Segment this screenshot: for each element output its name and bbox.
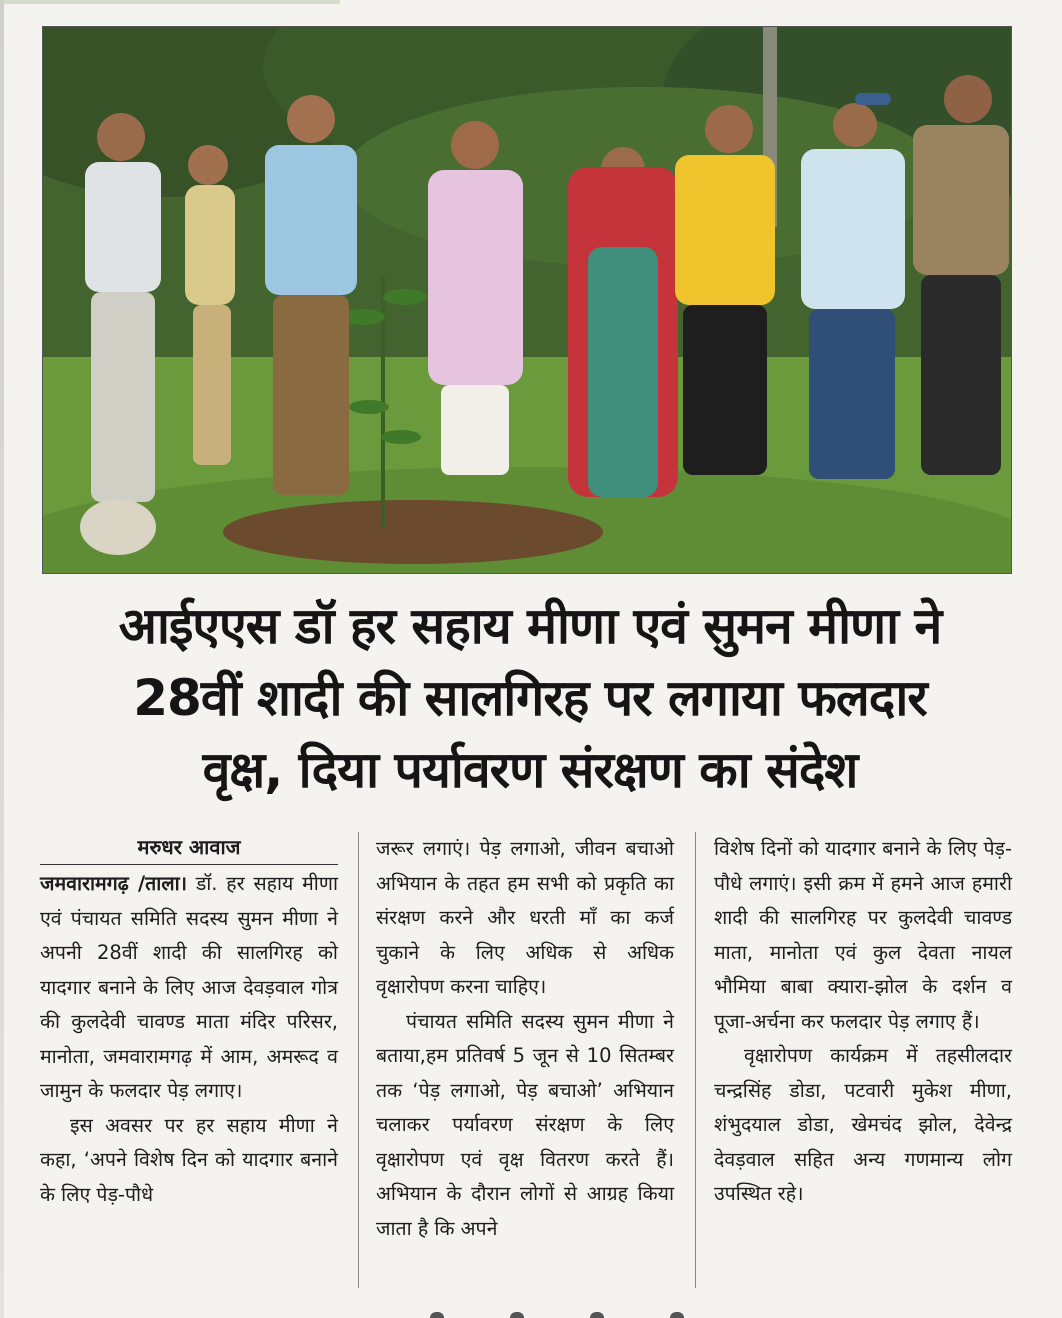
top-edge-strip (0, 0, 340, 4)
article-paragraph: विशेष दिनों को यादगार बनाने के लिए पेड़-पौधे लगाएं। इसी क्रम में हमने आज हमारी शादी की सालगिरह पर कुलदेवी चावण्ड माता, मानोता एवं कुल देवता नायल भौमिया बाबा क्यारा-झोल के दर्शन व पूजा-अर्चना कर फलदार पेड़ लगाए हैं। (714, 837, 1012, 1033)
tree-planting-photo-illustration (43, 27, 1011, 573)
column-divider (695, 832, 696, 1288)
news-photo (42, 26, 1012, 574)
article-paragraph: इस अवसर पर हर सहाय मीणा ने कहा, ‘अपने विशेष दिन को यादगार बनाने के लिए पेड़-पौधे (40, 1113, 338, 1206)
article-paragraph: पंचायत समिति सदस्य सुमन मीणा ने बताया,हम प्रतिवर्ष 5 जून से 10 सितम्बर तक ‘पेड़ लगाओ, पेड़ बचाओ’ अभियान चलाकर पर्यावरण संरक्षण के लिए वृक्षारोपण एवं वृक्ष वितरण करते हैं। अभियान के दौरान लोगों से आग्रह किया जाता है कि अपने (376, 1009, 674, 1240)
headline-line-1: आईएएस डॉ हर सहाय मीणा एवं सुमन मीणा ने (118, 597, 942, 655)
byline: मरुधर आवाज (40, 832, 338, 865)
column-divider (358, 832, 359, 1288)
article-column-3 (714, 832, 1012, 1212)
article-paragraph: जरूर लगाएं। पेड़ लगाओ, जीवन बचाओ अभियान के तहत हम सभी को प्रकृति का संरक्षण करने और धरती माँ का कर्ज चुकाने के लिए अधिक से अधिक वृक्षारोपण करना चाहिए। (376, 837, 674, 998)
article-paragraph (40, 867, 338, 1109)
article-column-1 (40, 832, 338, 1212)
article-paragraph: वृक्षारोपण कार्यक्रम में तहसीलदार चन्द्रसिंह डोडा, पटवारी मुकेश मीणा, शंभुदयाल डोडा, खेमचंद झोल, देवेन्द्र देवड़वाल सहित अन्य गणमान्य लोग उपस्थित रहे। (714, 1044, 1012, 1205)
headline-line-3: वृक्ष, दिया पर्यावरण संरक्षण का संदेश (202, 741, 858, 799)
headline-line-2: 28वीं शादी की सालगिरह पर लगाया फलदार (133, 669, 927, 727)
article-column-2 (376, 832, 674, 1246)
paragraph-text: डॉ. हर सहाय मीणा एवं पंचायत समिति सदस्य सुमन मीणा ने अपनी 28वीं शादी की सालगिरह को यादगार बनाने के लिए आज देवड़वाल गोत्र की कुलदेवी चावण्ड माता मंदिर परिसर, मानोता, जमवारामगढ़ में आम, अमरूद व जामुन के फलदार पेड़ लगाए। (40, 872, 339, 1102)
dateline: जमवारामगढ़ /ताला। (40, 872, 188, 895)
headline (30, 590, 1030, 806)
left-page-edge (0, 0, 4, 1318)
next-article-edge (420, 1308, 700, 1318)
